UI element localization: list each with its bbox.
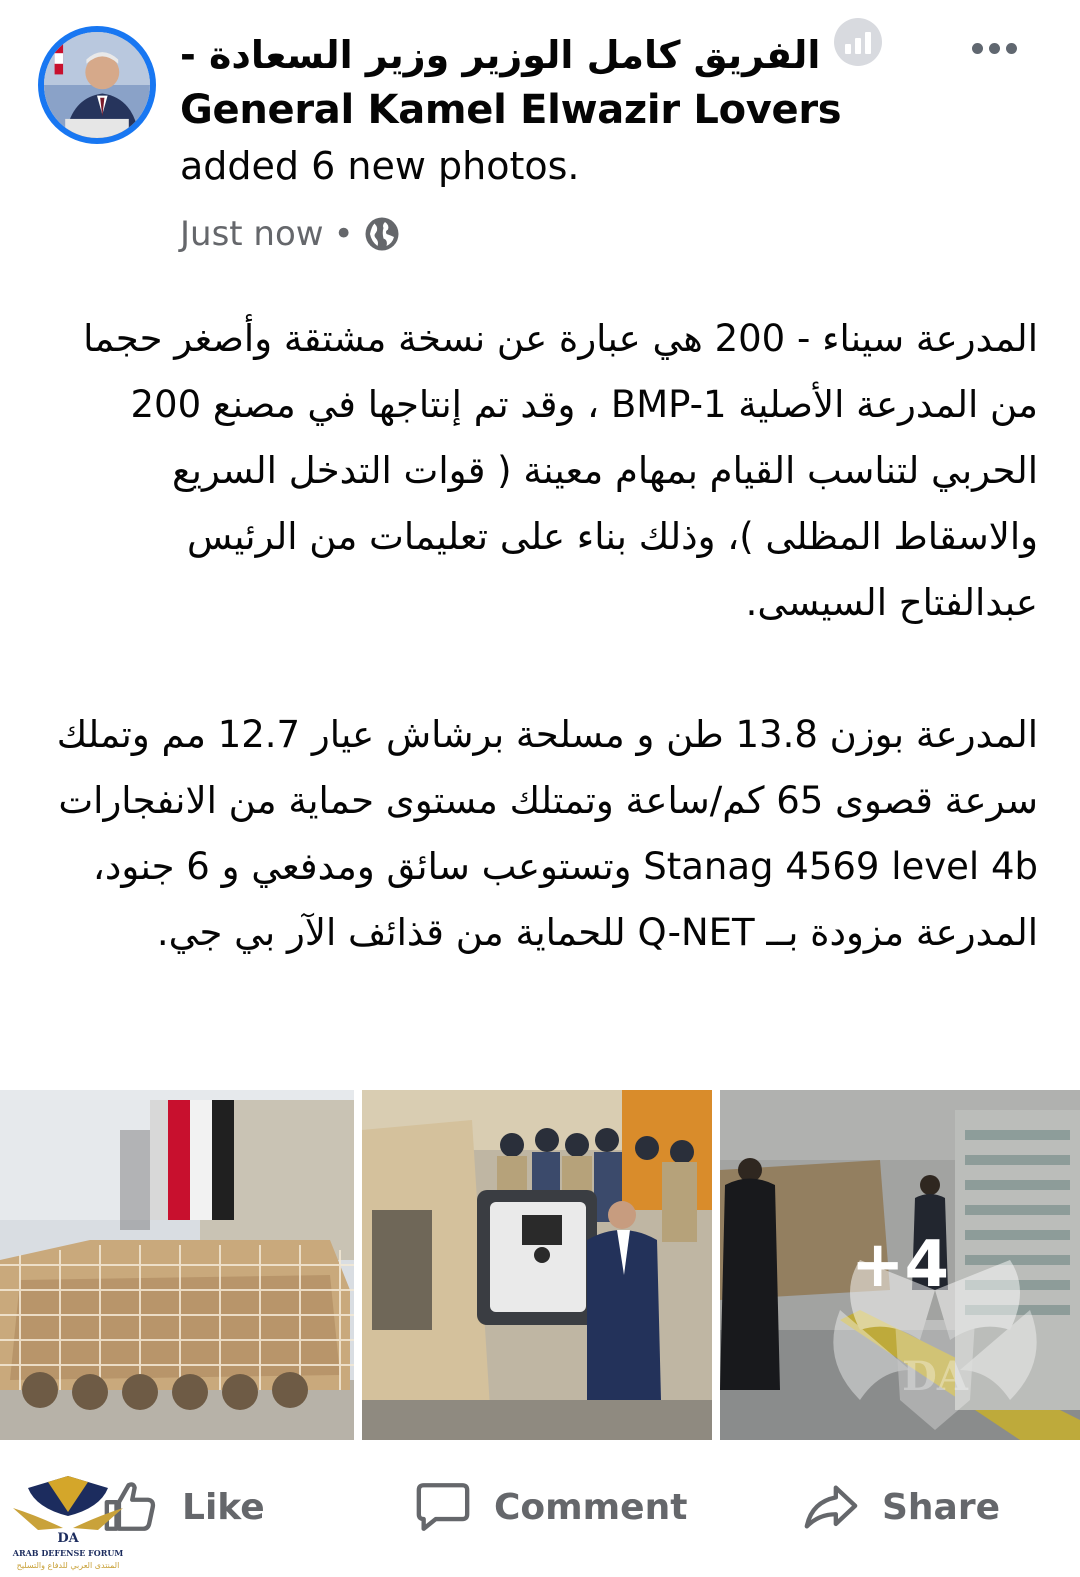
watermark-big-text: DA xyxy=(902,1353,968,1400)
group-name-arabic[interactable]: الفريق كامل الوزير وزير السعادة - xyxy=(180,33,821,77)
globe-icon[interactable] xyxy=(364,216,400,252)
group-avatar[interactable] xyxy=(38,26,156,144)
share-arrow-icon xyxy=(802,1478,860,1536)
comment-button[interactable] xyxy=(414,1462,687,1552)
more-options-icon[interactable] xyxy=(966,28,1022,68)
comment-label: Comment xyxy=(494,1486,688,1528)
post-paragraph: المدرعة سيناء - 200 هي عبارة عن نسخة مشتقة وأصغر حجما من المدرعة الأصلية BMP-1 ، وقد تم إنتاجها في مصنع 200 الحربي لتناسب القيام بمهام معينة ( قوات التدخل السريع والاسقاط المظلى )، وذلك بناء على تعليمات من الرئيس عبدالفتاح السيسى. xyxy=(83,317,1038,624)
avatar-portrait xyxy=(44,32,150,138)
like-label: Like xyxy=(182,1486,265,1528)
post-body xyxy=(40,306,1038,1032)
more-photos-overlay[interactable]: +4 xyxy=(720,1090,1080,1440)
photo-image xyxy=(0,1090,354,1440)
post-meta xyxy=(180,214,400,254)
photo-image xyxy=(362,1090,712,1440)
post-actions-bar xyxy=(0,1462,1080,1552)
post-action-text: added 6 new photos. xyxy=(180,144,580,188)
post-paragraph: المدرعة بوزن 13.8 طن و مسلحة برشاش عيار 12.7 مم وتملك سرعة قصوى 65 كم/ساعة وتمتلك مستوى حماية من الانفجارات Stanag 4569 level 4b وتستوعب سائق ومدفعي و 6 جنود، المدرعة مزودة بــ Q-NET للحماية من قذائف الآر بي جي. xyxy=(56,713,1038,954)
post-timestamp[interactable]: Just now xyxy=(180,214,324,254)
watermark-wings-logo xyxy=(800,1250,1070,1440)
share-button[interactable] xyxy=(802,1462,1000,1552)
comment-bubble-icon xyxy=(414,1478,472,1536)
share-label: Share xyxy=(882,1486,1001,1528)
logo-line1: ARAB DEFENSE FORUM xyxy=(12,1548,124,1558)
insights-icon[interactable] xyxy=(834,18,882,66)
group-name-english[interactable]: General Kamel Elwazir Lovers xyxy=(180,87,842,133)
logo-line2: المنتدى العربي للدفاع والتسليح xyxy=(16,1561,120,1570)
photo-armored-vehicle-side[interactable] xyxy=(0,1090,354,1440)
logo-initials: DA xyxy=(57,1531,79,1546)
post-header xyxy=(180,28,840,194)
meta-separator: • xyxy=(333,214,354,254)
photo-officials-inspection[interactable] xyxy=(362,1090,712,1440)
arab-defense-forum-logo xyxy=(8,1468,128,1573)
